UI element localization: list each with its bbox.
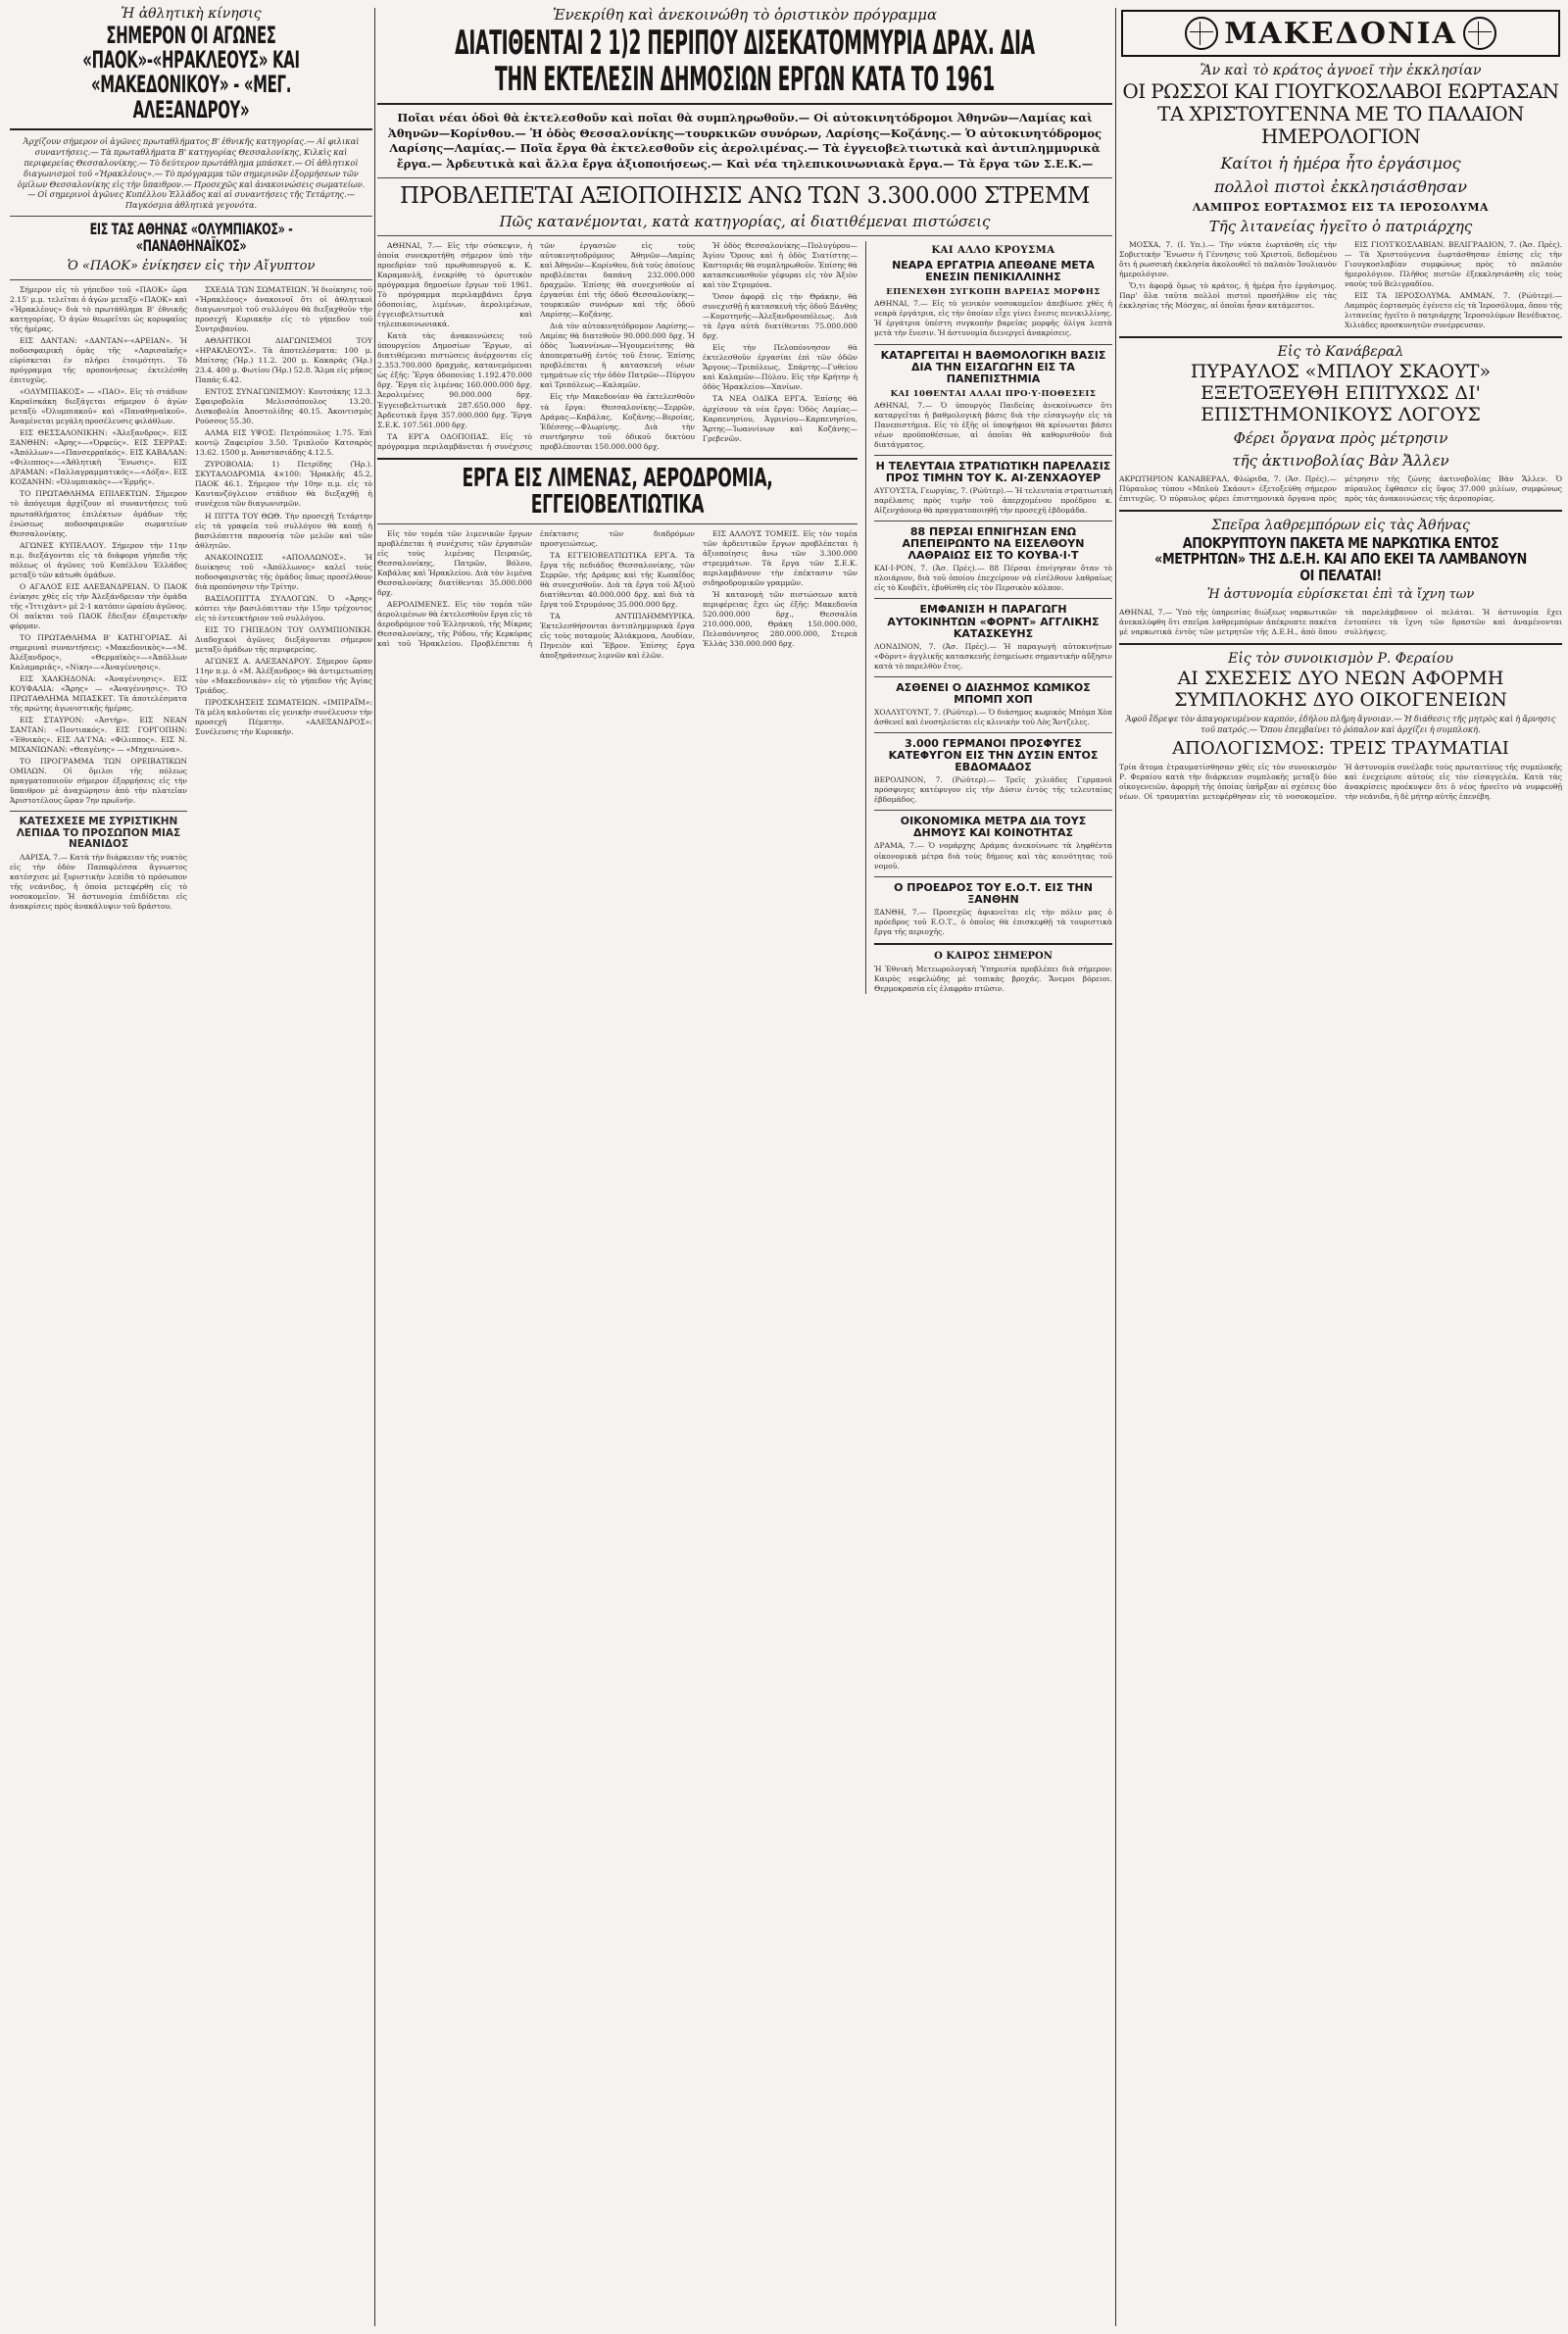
brief-headline: Ο ΠΡΟΕΔΡΟΣ ΤΟΥ Ε.Ο.Τ. ΕΙΣ ΤΗΝ ΞΑΝΘΗΝ [894,880,1093,906]
works-main-text [377,241,858,451]
divider [377,177,1112,178]
brief-tag: ΚΑΙ ΑΛΛΟ ΚΡΟΥΣΜΑ [931,245,1055,257]
paragraph: Ὅ,τι ἀφορᾷ ὅμως τὸ κράτος, ἡ ἡμέρα ἦτο ἐργάσιμος. Παρ' ὅλα ταῦτα πολλοὶ πιστοὶ προσῆλθον εἰς τὰς ἐκκλησίας τῆς Μόσχας, αἱ ὁποῖαι ἦσαν κατάμεστοι. [1119,280,1337,310]
feud-headline-2: ΑΠΟΛΟΓΙΣΜΟΣ: ΤΡΕΙΣ ΤΡΑΥΜΑΤΙΑΙ [1172,738,1509,760]
paragraph: Ο ΑΓΑΛΟΣ ΕΙΣ ΑΛΕΞΑΝΔΡΕΙΑΝ. Ὁ ΠΑΟΚ ἐνίκησε χθὲς εἰς τὴν Ἀλεξάνδρειαν τὴν ὁμάδα τῆς «Ἰττιχὰντ» μὲ 2-1 κατόπιν ὡραίου ἀγῶνος. Οἱ παῖκται τοῦ ΠΑΟΚ ἔδειξαν ἐξαιρετικὴν φόρμαν. [10,581,187,630]
paragraph: Διὰ τὸν αὐτοκινητόδρομον Λαρίσης—Λαμίας θὰ διατεθοῦν 90.000.000 δρχ. Ἡ ὁδὸς Ἰωαννίνων—Ἠγουμενίτσης θὰ ἀποπερατωθῇ ἐντὸς τοῦ ἔτους. Ἐπίσης προβλέπεται ἡ κατασκευὴ νέων τμημάτων εἰς τὴν ὁδὸν Πατρῶν—Πύργου καὶ Τριπόλεως—Καλαμῶν. [540,322,695,390]
paragraph: Εἰς τὴν Μακεδονίαν θὰ ἐκτελεσθοῦν τὰ ἔργα: Θεσσαλονίκης—Σερρῶν, Δράμας—Καβάλας, Κοζάνης—Βεροίας, Ἐδέσσης—Φλωρίνης. Διὰ τὴν συντήρησιν τοῦ ὁδικοῦ δικτύου προβλέπονται 150.000.000 δρχ. [540,392,695,451]
masthead-column [1119,0,1562,2334]
paragraph: Ἡ κατανομὴ τῶν πιστώσεων κατὰ περιφέρειας ἔχει ὡς ἑξῆς: Μακεδονία 520.000.000 δρχ., Θεσσαλία 210.000.000, Θράκη 150.000.000, Πελοπόννησος 280.000.000, Στερεὰ Ἑλλὰς 330.000.000 δρχ. [703,590,858,649]
paragraph: ΜΟΣΧΑ, 7. (Ι. Υπ.).— Τὴν νύκτα ἑωρτάσθη εἰς τὴν Σοβιετικὴν Ἕνωσιν ἡ Γέννησις τοῦ Χριστοῦ, δεδομένου ὅτι ἡ ρωσσικὴ ἐκκλησία ἀκολουθεῖ τὸ παλαιὸν Ἰουλιανὸν ἡμερολόγιον. [1119,239,1337,278]
paragraph: ΒΑΣΙΛΟΠΙΤΤΑ ΣΥΛΛΟΓΩΝ. Ὁ «Ἀρης» κόπτει τὴν βασιλόπιτταν τὴν 15ην τρέχοντος εἰς τὸ ἐντευκτήριον τοῦ συλλόγου. [195,593,372,622]
athens-headline: ΕΙΣ ΤΑΣ ΑΘΗΝΑΣ «ΟΛΥΜΠΙΑΚΟΣ» - «ΠΑΝΑΘΗΝΑΪΚΟΣ» [89,220,293,256]
christmas-sub-1: Καίτοι ἡ ἡμέρα ἦτο ἐργάσιμος [1220,154,1461,173]
masthead-title: ΜΑΚΕΔΟΝΙΑ [1224,16,1457,51]
paragraph: ΑΓΩΝΕΣ Α. ΑΛΕΞΑΝΔΡΟΥ. Σήμερον ὥραν 11ην π.μ. ὁ «Μ. Ἀλέξανδρος» θὰ ἀντιμετωπίσῃ τὸν «Μακεδονικὸν» εἰς τὸ γήπεδον τῆς Ἀγίας Τριάδος. [195,656,372,695]
divider [10,128,372,130]
brief-text: ΛΟΝΔΙΝΟΝ, 7. (Ἀσ. Πρὲς).— Ἡ παραγωγὴ αὐτοκινήτων «Φὸρντ» ἀγγλικῆς κατασκευῆς ἐσημείωσε σημαντικὴν αὔξησιν κατὰ τὸ παρελθὸν ἔτος. [874,641,1112,670]
brief-headline: ΚΑΤΑΡΓΕΙΤΑΙ Η ΒΑΘΜΟΛΟΓΙΚΗ ΒΑΣΙΣ ΔΙΑ ΤΗΝ ΕΙΣΑΓΩΓΗΝ ΕΙΣ ΤΑ ΠΑΝΕΠΙΣΤΗΜΙΑ [880,348,1106,385]
paragraph: ΕΙΣ ΑΛΛΟΥΣ ΤΟΜΕΙΣ. Εἰς τὸν τομέα τῶν ἀρδευτικῶν ἔργων προβλέπεται ἡ ἀξιοποίησις ἄνω τῶν 3.300.000 στρεμμάτων. Τὰ ἔργα τῶν Σ.Ε.Κ. περιλαμβάνουν τὴν ἐπέκτασιν τῶν σιδηροδρομικῶν γραμμῶν. [703,529,858,588]
works-subheadline: Πῶς κατανέμονται, κατὰ κατηγορίας, αἱ διατιθέμεναι πιστώσεις [499,212,991,230]
paragraph: Σήμερον εἰς τὸ γήπεδον τοῦ «ΠΑΟΚ» ὥρα 2.15' μ.μ. τελεῖται ὁ ἀγὼν μεταξὺ «ΠΑΟΚ» καὶ «Ἡρακλέους» διὰ τὸ πρωτάθλημα Β' ἐθνικῆς κατηγορίας. Ὁ ἀγὼν θεωρεῖται ὡς κορυφαῖος τῆς ἡμέρας. [10,285,187,334]
christmas-sub-2: πολλοὶ πιστοὶ ἐκκλησιάσθησαν [1214,177,1467,196]
paragraph: ΑΓΩΝΕΣ ΚΥΠΕΛΛΟΥ. Σήμερον τὴν 11ην π.μ. διεξάγονται εἰς τὰ διάφορα γήπεδα τῆς πόλεως οἱ ἀγῶνες τοῦ Κυπέλλου Ἑλλάδος μεταξὺ τῶν κάτωθι ὁμάδων. [10,540,187,579]
paragraph: ΑΘΗΝΑΙ, 7.— Εἰς τὴν σύσκεψιν, ἡ ὁποία συνεκροτήθη σήμερον ὑπὸ τὴν προεδρίαν τοῦ πρωθυπουργοῦ κ. Κ. Καραμανλῆ, ἐνεκρίθη τὸ ὁριστικὸν πρόγραμμα δημοσίων ἔργων τοῦ 1961. Τὸ πρόγραμμα περιλαμβάνει ἔργα ὁδοποιίας, λιμένων, ἀερολιμένων, ἐγγειοβελτιωτικὰ καὶ τηλεπικοινωνιακά. [377,241,532,329]
divider [874,344,1112,345]
paragraph: ΑΘΛΗΤΙΚΟΙ ΔΙΑΓΩΝΙΣΜΟΙ ΤΟΥ «ΗΡΑΚΛΕΟΥΣ». Τὰ ἀποτελέσματα: 100 μ. Μπίτσης (Ἡρ.) 11.2. 200 μ. Κακαράς (Ἡρ.) 23.4. 400 μ. Φωτίου (Ἡρ.) 52.8. Ἅλμα εἰς μῆκος Παπάς 6.42. [195,336,372,385]
divider [874,455,1112,456]
divider [377,235,1112,236]
brief-text: ΑΘΗΝΑΙ, 7.— Ὁ ὑπουργὸς Παιδείας ἀνεκοίνωσεν ὅτι καταργεῖται ἡ βαθμολογικὴ βάσις διὰ τὴν εἰσαγωγὴν εἰς τὰ Πανεπιστήμια. Εἰς τὸ ἑξῆς οἱ ὑποψήφιοι θὰ κρίνωνται βάσει νέων προϋποθέσεων, αἱ ὁποῖαι θὰ καθορισθοῦν διὰ διατάγματος. [874,400,1112,449]
brief-headline: ΝΕΑΡΑ ΕΡΓΑΤΡΙΑ ΑΠΕΘΑΝΕ ΜΕΤΑ ΕΝΕΣΙΝ ΠΕΝΙΚΙΛΛΙΝΗΣ [892,259,1095,284]
works-lead: Ποῖαι νέαι ὁδοὶ θὰ ἐκτελεσθοῦν καὶ ποῖαι θὰ συμπληρωθοῦν.— Οἱ αὐτοκινητόδρομοι Ἀθηνῶν—Λαμίας καὶ Ἀθηνῶν—Κορίνθου.— Ἡ ὁδὸς Θεσσαλονίκης—τουρκικῶν συνόρων, Λαρίσης—Κοζάνης.— Ὁ αὐτοκινητόδρομος Λαρίσης—Λαμίας.— Ποῖα ἔργα θὰ ἐκτελεσθοῦν εἰς ἀερολιμένας.— Τὰ ἐγγειοβελτιωτικὰ καὶ ἀντιπλημμυρικὰ ἔργα.— Ἀρδευτικὰ καὶ ἄλλα ἔργα ἀξιοποιήσεως.— Καὶ νέα τηλεπικοινωνιακὰ ἔργα.— Τὰ ἔργα τῶν Σ.Ε.Κ.— [387,111,1102,171]
divider [1119,643,1562,645]
divider [874,943,1112,945]
divider [874,876,1112,877]
ports-text [377,529,858,661]
brief-headline: Η ΤΕΛΕΥΤΑΙΑ ΣΤΡΑΤΙΩΤΙΚΗ ΠΑΡΕΛΑΣΙΣ ΠΡΟΣ ΤΙΜΗΝ ΤΟΥ Κ. ΑΙ·ΖΕΝΧΑΟΥΕΡ [875,459,1111,484]
ports-headline: ΕΡΓΑ ΕΙΣ ΛΙΜΕΝΑΣ, ΑΕΡΟΔΡΟΜΙΑ, ΕΓΓΕΙΟΒΕΛΤΙΩΤΙΚΑ [462,463,773,520]
brief-text: ΑΘΗΝΑΙ, 7.— Εἰς τὸ γενικὸν νοσοκομεῖον ἀπεβίωσε χθὲς ἡ νεαρὰ ἐργάτρια, εἰς τὴν ὁποίαν εἶχε γίνει ἔνεσις πενικιλλίνης. Ἡ ἐργάτρια ὑπέστη συγκοπὴν βαρείας μορφῆς ὀλίγα λεπτὰ μετὰ τὴν ἔνεσιν. Ἡ ἀστυνομία διενεργεῖ ἀνακρίσεις. [874,299,1112,338]
paragraph: ΑΕΡΟΛΙΜΕΝΕΣ. Εἰς τὸν τομέα τῶν ἀερολιμένων θὰ ἐκτελεσθοῦν ἔργα εἰς τὸ ἀεροδρόμιον τοῦ Ἑλληνικοῦ, τῆς Μίκρας Θεσσαλονίκης, τῆς Ρόδου, τῆς Κερκύρας καὶ τοῦ Ἡρακλείου. Προβλέπεται ἡ ἐπέκτασις τῶν διαδρόμων προσγειώσεως. [377,529,695,649]
divider [874,732,1112,733]
paragraph: Εἰς τὸν τομέα τῶν λιμενικῶν ἔργων προβλέπεται ἡ συνέχισις τῶν ἐργασιῶν εἰς τοὺς λιμένας Πειραιῶς, Θεσσαλονίκης, Πατρῶν, Βόλου, Καβάλας καὶ Ἡρακλείου. Διὰ τὸν λιμένα Θεσσαλονίκης διατίθενται 35.000.000 δρχ. [377,529,532,598]
paragraph: Κατὰ τὰς ἀνακοινώσεις τοῦ ὑπουργείου Δημοσίων Ἔργων, αἱ διατιθέμεναι πιστώσεις ἀνέρχονται εἰς 2.353.700.000 δραχμάς, κατανεμόμεναι ὡς ἑξῆς: Ἔργα ὁδοποιίας 1.192.470.000 δρχ. Ἔργα εἰς λιμένας 160.000.000 δρχ. Ἀερολιμένες 90.000.000 δρχ. Ἐγγειοβελτιωτικὰ 287.650.000 δρχ. Ἀρδευτικὰ ἔργα 357.000.000 δρχ. Ἔργα Σ.Ε.Κ. 107.561.000 δρχ. [377,331,532,429]
paragraph: ΛΑΡΙΣΑ, 7.— Κατὰ τὴν διάρκειαν τῆς νυκτὸς εἰς τὴν ὁδὸν Παπαφλέσσα ἄγνωστος κατέσχισε μὲ ξυριστικὴν λεπίδα τὸ πρόσωπον τῆς νεάνιδος, ἡ ὁποία μετεφέρθη εἰς τὸ νοσοκομεῖον. Ἡ ἀστυνομία ἐπιδίδεται εἰς ἀνακρίσεις πρὸς ἀνακάλυψιν τοῦ δράστου. [10,852,187,911]
church-kicker: Ἂν καὶ τὸ κράτος ἀγνοεῖ τὴν ἐκκλησίαν [1200,63,1482,78]
divider [1119,510,1562,512]
column-divider [374,8,375,2326]
paragraph: Ἡ ὁδὸς Θεσσαλονίκης—Πολυγύρου—Ἁγίου Ὄρους καὶ ἡ ὁδὸς Σιατίστης—Καστοριᾶς θὰ συμπληρωθοῦν. Ἐπίσης θὰ κατασκευασθοῦν γέφυραι εἰς τὸν Ἀξιὸν καὶ τὸν Στρυμόνα. [703,241,858,290]
jerusalem-sub: Τῆς λιτανείας ἡγεῖτο ὁ πατριάρχης [1208,218,1473,235]
divider [874,676,1112,677]
paragraph: Ὅσον ἀφορᾷ εἰς τὴν Θράκην, θὰ συνεχισθῇ ἡ κατασκευὴ τῆς ὁδοῦ Ξάνθης—Κομοτηνῆς—Ἀλεξανδρουπόλεως. Διὰ τὰ ἔργα αὐτὰ διατίθενται 75.000.000 δρχ. [703,292,858,341]
divider [377,523,858,524]
paragraph: ΕΙΣ ΘΕΣΣΑΛΟΝΙΚΗΝ: «Ἀλεξανδρος». ΕΙΣ ΞΑΝΘΗΝ: «Ἀρης»—«Ὀρφεύς». ΕΙΣ ΣΕΡΡΑΣ: «Ἀπόλλων»—«Πανσερραϊκός». ΕΙΣ ΚΑΒΑΛΑΝ: «Φιλιππος»—«Ἀθλητικὴ Ἕνωσις». ΕΙΣ ΔΡΑΜΑΝ: «Παλλαγραμματικός»—«Δόξα». ΕΙΣ ΚΟΖΑΝΗΝ: «Ὀλυμπιακὸς»—«Ἑρμῆς». [10,428,187,487]
rocket-sub-2: τῆς ἀκτινοβολίας Βὰν Ἄλλεν [1232,452,1449,471]
paragraph: ΣΧΕΔΙΑ ΤΩΝ ΣΩΜΑΤΕΙΩΝ. Ἡ διοίκησις τοῦ «Ἡρακλέους» ἀνακοινοῖ ὅτι οἱ ἀθλητικοὶ διαγωνισμοὶ τοῦ συλλόγου θὰ διεξαχθοῦν τὴν προσεχῆ Κυριακὴν εἰς τὸ γήπεδον τοῦ Συντριβανίου. [195,285,372,334]
paragraph: ΑΛΜΑ ΕΙΣ ΥΨΟΣ: Πετρόπουλος 1.75. Ἐπὶ κοντῷ Ζαφειρίου 3.50. Τριπλοῦν Κατσαρὸς 13.62. 1500 μ. Ἀναστασιάδης 4.12.5. [195,428,372,458]
paragraph: ΤΟ ΠΡΟΓΡΑΜΜΑ ΤΩΝ ΟΡΕΙΒΑΤΙΚΩΝ ΟΜΙΛΩΝ. Οἱ ὅμιλοι τῆς πόλεως πραγματοποιοῦν σήμερον ἐξορμήσεις εἰς τὴν ὕπαιθρον μὲ ἀναχώρησιν ἀπὸ τὴν πλατεῖαν Ἀριστοτέλους ὥραν 7ην πρωϊνήν. [10,756,187,805]
paragraph: ΤΑ ΕΓΓΕΙΟΒΕΛΤΙΩΤΙΚΑ ΕΡΓΑ. Τὰ ἔργα τῆς πεδιάδος Θεσσαλονίκης, τῶν Σερρῶν, τῆς Δράμας καὶ τῆς Κωπαΐδος θὰ συνεχισθοῦν. Διὰ τὰ ἔργα τοῦ Ἀξιοῦ διατίθενται 40.000.000 δρχ. καὶ διὰ τὰ ἔργα τοῦ Στρυμόνος 35.000.000 δρχ. [540,551,695,610]
weather-title: Ο ΚΑΙΡΟΣ ΣΗΜΕΡΟΝ [934,950,1053,962]
feud-tag: Εἰς τὸν συνοικισμὸν Ρ. Φεραίου [1228,650,1453,667]
divider [377,458,858,460]
brief-headline: ΑΣΘΕΝΕΙ Ο ΔΙΑΣΗΜΟΣ ΚΩΜΙΚΟΣ ΜΠΟΜΠ ΧΟΠ [896,680,1091,706]
brief-text: ΔΡΑΜΑ, 7.— Ὁ νομάρχης Δράμας ἀνεκοίνωσε τὰ ληφθέντα οἰκονομικὰ μέτρα διὰ τοὺς δήμους καὶ τὰς κοινότητας τοῦ νομοῦ. [874,841,1112,870]
brief-headline: 3.000 ΓΕΡΜΑΝΟΙ ΠΡΟΣΦΥΓΕΣ ΚΑΤΕΦΥΓΟΝ ΕΙΣ ΤΗΝ ΔΥΣΙΝ ΕΝΤΟΣ ΕΒΔΟΜΑΔΟΣ [888,736,1099,774]
brief-text: ΒΕΡΟΛΙΝΟΝ, 7. (Ρώϋτερ).— Τρεῖς χιλιάδες Γερμανοὶ πρόσφυγες κατέφυγον εἰς τὴν Δύσιν ἐντὸς τῆς τελευταίας ἑβδομάδος. [874,775,1112,805]
drugs-tag: Σπεῖρα λαθρεμπόρων εἰς τὰς Ἀθήνας [1211,517,1470,533]
sports-body-left [10,285,187,914]
sports-lead: Ἀρχίζουν σήμερον οἱ ἀγῶνες πρωταθλήματος Β' ἐθνικῆς κατηγορίας.— Αἱ φιλικαὶ συναντήσεις.— Τὰ πρωταθλήματα Β' κατηγορίας Θεσσαλονίκης, Κιλκὶς καὶ περιφερείας Θεσσαλονίκης.— Τὸ δεύτερον πρωτάθλημα μπάσκετ.— Οἱ ἀθλητικοὶ διαγωνισμοὶ τοῦ «Ἡρακλέους».— Τὸ πρόγραμμα τῶν σημερινῶν ἐξορμήσεων τῶν ὁμίλων Θεσσαλονίκης εἰς τὴν ὕπαιθρον.— Προσεχῶς καὶ ἀνακοινώσεις σωματείων.— Οἱ σημερινοὶ ἀγῶνες Κυπέλλου Ἑλλάδος καὶ αἱ συναντήσεις τῆς Τετάρτης.— Παγκόσμια ἀθλητικὰ γεγονότα. [17,135,366,211]
paragraph: ΕΙΣ ΔΑΝΤΑΝ: «ΔΑΝΤΑΝ»-«ΑΡΕΙΑΝ». Ἡ ποδοσφαιρικὴ ὁμὰς τῆς «Λαρισαϊκῆς» εὑρίσκεται ἐν πλήρει ἑτοιμότητι. Τὸ πρόγραμμα τῆς προπονήσεως ἐκτελέσθη ἐπιτυχῶς. [10,336,187,385]
razor-headline: ΚΑΤΕΣΧΕΣΕ ΜΕ ΣΥΡΙΣΤΙΚΗΝ ΛΕΠΙΔΑ ΤΟ ΠΡΟΣΩΠΟΝ ΜΙΑΣ ΝΕΑΝΙΔΟΣ [16,815,181,851]
christmas-headline: ΟΙ ΡΩΣΣΟΙ ΚΑΙ ΓΙΟΥΓΚΟΣΛΑΒΟΙ ΕΩΡΤΑΣΑΝ ΤΑ ΧΡΙΣΤΟΥΓΕΝΝΑ ΜΕ ΤΟ ΠΑΛΑΙΟΝ ΗΜΕΡΟΛΟΓΙΟΝ [1122,79,1559,148]
paragraph: ΕΙΣ ΤΑ ΙΕΡΟΣΟΛΥΜΑ. ΑΜΜΑΝ, 7. (Ρώϋτερ).— Λαμπρὸς ἑορτασμὸς ἐγένετο εἰς τὰ Ἱεροσόλυμα, ὅπου τῆς λιτανείας ἡγεῖτο ὁ πατριάρχης Ἱεροσολύμων Βενέδικτος. Χιλιάδες προσκυνητῶν συνέρρευσαν. [1345,290,1562,329]
paragraph: ΕΙΣ ΣΤΑΥΡΟΝ: «Ἀστήρ». ΕΙΣ ΝΕΑΝ ΣΑΝΤΑΝ: «Ποντιακός». ΕΙΣ ΓΟΡΓΟΠΗΝ: «Ἐθνικὸς». ΕΙΣ ΛΑ'Ι'ΝΑ: «Φίλιππος». ΕΙΣ Ν. ΜΙΧΑΝΙΩΝΑΝ: «Θεαγένης» — «Μηχανιώνα». [10,715,187,754]
column-divider [1115,8,1116,2326]
paragraph: ΤΑ ΑΝΤΙΠΛΗΜΜΥΡΙΚΑ. Ἐκτελεσθήσονται ἀντιπλημμυρικὰ ἔργα εἰς τοὺς ποταμοὺς Ἀλιάκμονα, Λουδίαν, Πηνειὸν καὶ Ἕβρον. Ἐπίσης ἔργα ἀποξηράνσεως λιμνῶν καὶ ἑλῶν. [540,612,695,661]
brief-text: ΑΥΓΟΥΣΤΑ, Γεωργίας, 7. (Ρώϋτερ).— Ἡ τελευταία στρατιωτικὴ παρέλασις πρὸς τιμὴν τοῦ ἀπερχομένου προέδρου κ. Αἰζενχάουερ θὰ πραγματοποιηθῇ τὴν προσεχῆ ἑβδομάδα. [874,486,1112,516]
rocket-sub-1: Φέρει ὄργανα πρὸς μέτρησιν [1233,429,1448,448]
divider [874,810,1112,811]
drugs-text: ΑΘΗΝΑΙ, 7.— Ὑπὸ τῆς ὑπηρεσίας διώξεως ναρκωτικῶν ἀνεκαλύφθη ὅτι σπεῖρα λαθρεμπόρων ἀπέκρυπτε πακέτα μὲ ναρκωτικὰ ἐντὸς τῶν μετρητῶν τῆς Δ.Ε.Η., ἀπὸ ὅπου τὰ παρελάμβανον οἱ πελάται. Ἡ ἀστυνομία ἔχει ἐντοπίσει τὰ ἴχνη τῶν δραστῶν καὶ ἀναμένονται συλλήψεις. [1119,607,1562,636]
paragraph: ΑΝΑΚΟΙΝΩΣΙΣ «ΑΠΟΛΛΩΝΟΣ». Ἡ διοίκησις τοῦ «Ἀπόλλωνος» καλεῖ τοὺς ποδοσφαιριστὰς τῆς ὁμάδος ὅπως προσέλθουν διὰ προπόνησιν τὴν Τρίτην. [195,552,372,591]
canaveral-tag: Εἰς τὸ Κανάβεραλ [1277,343,1404,360]
weather-text: Ἡ Ἐθνικὴ Μετεωρολογικὴ Ὑπηρεσία προβλέπει διὰ σήμερον: Καιρὸς νεφελώδης μὲ τοπικὰς βροχάς. Ἄνεμοι βόρειοι. Θερμοκρασία εἰς ἐλαφρὰν πτῶσιν. [874,964,1112,993]
divider [10,811,187,812]
drugs-sub: Ἡ ἀστυνομία εὑρίσκεται ἐπὶ τὰ ἴχνη των [1206,587,1475,603]
globe-icon [1185,17,1218,50]
paragraph: ΠΡΟΣΚΛΗΣΕΙΣ ΣΩΜΑΤΕΙΩΝ. «ΙΜΠΡΑΪΜ»: Τὰ μέλη καλοῦνται εἰς γενικὴν συνέλευσιν τὴν προσεχῆ Πέμπτην. «ΑΛΕΞΑΝΔΡΟΣ»: Συνέλευσις τὴν Κυριακήν. [195,697,372,736]
divider [10,216,372,217]
brief-headline: ΕΜΦΑΝΙΣΗ Η ΠΑΡΑΓΩΓΗ ΑΥΤΟΚΙΝΗΤΩΝ «ΦΟΡΝΤ» ΑΓΓΛΙΚΗΣ ΚΑΤΑΣΚΕΥΗΣ [887,603,1100,640]
column-divider [865,241,866,994]
sports-body [10,285,372,914]
masthead [1121,10,1560,57]
sports-body-right [195,285,372,914]
brief-text: ΧΟΛΛΥΓΟΥΝΤ, 7. (Ρώϋτερ).— Ὁ διάσημος κωμικὸς Μπὸμπ Χὸπ ἀσθενεῖ καὶ ἐνοσηλεύεται εἰς κλινικὴν τοῦ Λὸς Ἄντζελες. [874,707,1112,726]
paragraph: Εἰς τὴν Πελοπόννησον θὰ ἐκτελεσθοῦν ἐργασίαι ἐπὶ τῶν ὁδῶν Ἄργους—Τριπόλεως, Σπάρτης—Γυθείου καὶ Καλαμῶν—Πύλου. Εἰς τὴν Κρήτην ἡ ὁδὸς Ἡρακλείου—Χανίων. [703,343,858,392]
brief-headline: ΟΙΚΟΝΟΜΙΚΑ ΜΕΤΡΑ ΔΙΑ ΤΟΥΣ ΔΗΜΟΥΣ ΚΑΙ ΚΟΙΝΟΤΗΤΑΣ [900,815,1087,840]
paragraph: ΤΟ ΠΡΩΤΑΘΛΗΜΑ Β' ΚΑΤΗΓΟΡΙΑΣ. Αἱ σημεριναὶ συναντήσεις: «Μακεδονικὸς»—«Μ. Ἀλέξανδρος», «Θερμαϊκὸς»—«Ἀπόλλων Καλαμαριᾶς», «Νίκη»—«Ἀναγέννησις». [10,632,187,671]
works-main [377,241,858,994]
brief-subheadline: ΕΠΕΝΕΧΘΗ ΣΥΓΚΟΠΗ ΒΑΡΕΙΑΣ ΜΟΡΦΗΣ [886,287,1101,298]
sports-kicker: Ἡ ἀθλητικὴ κίνησις [121,6,262,22]
paragraph: ΕΙΣ ΧΑΛΚΗΔΟΝΑ: «Ἀναγέννησις». ΕΙΣ ΚΟΥΦΑΛΙΑ: «Ἄρης» — «Ἀναγέννησις». ΤΟ ΠΡΩΤΑΘΛΗΜΑ ΜΠΑΣΚΕΤ. Τὰ ἀποτελέσματα τῆς πρώτης ἀγωνιστικῆς ἡμέρας. [10,673,187,713]
rocket-text: ΑΚΡΩΤΗΡΙΟΝ ΚΑΝΑΒΕΡΑΛ, Φλώριδα, 7. (Ἀσ. Πρὲς).— Πύραυλος τύπου «Μπλοὺ Σκάουτ» ἐξετοξεύθη σήμερον ἐπιτυχῶς. Ὁ πύραυλος φέρει ἐπιστημονικὰ ὄργανα πρὸς μέτρησιν τῆς ζώνης ἀκτινοβολίας Βὰν Ἄλλεν. Ὁ πύραυλος ἔφθασεν εἰς ὕψος 37.000 μιλίων, συμφώνως πρὸς τὰς ἀνακοινώσεις τῆς ἀεροπορίας. [1119,473,1562,503]
paragraph: «ΟΛΥΜΠΙΑΚΟΣ» — «ΠΑΟ». Εἰς τὸ στάδιον Καραϊσκάκη διεξάγεται σήμερον ὁ ἀγὼν μεταξὺ «Ὀλυμπιακοῦ» καὶ «Παναθηναϊκοῦ». Ἀναμένεται μεγάλη προσέλευσις φιλάθλων. [10,387,187,426]
paragraph: ΤΑ ΕΡΓΑ ΟΔΟΠΟΙΙΑΣ. Εἰς τὸ πρόγραμμα περιλαμβάνεται ἡ συνέχισις τῶν ἐργασιῶν εἰς τοὺς αὐτοκινητοδρόμους Ἀθηνῶν—Λαμίας καὶ Ἀθηνῶν—Κορίνθου, διὰ τοὺς ὁποίους προβλέπεται δαπάνη 232.000.000 δραχμῶν. Ἐπίσης θὰ συνεχισθοῦν αἱ ἐργασίαι ἐπὶ τῆς ὁδοῦ Θεσσαλονίκης—τουρκικῶν συνόρων καὶ τῆς ὁδοῦ Λαρίσης—Κοζάνης. [377,241,695,451]
works-body [377,241,1112,994]
paragraph: ΕΙΣ ΤΟ ΓΗΠΕΔΟΝ ΤΟΥ ΟΛΥΜΠΙΟΝΙΚΗ. Διαδοχικοὶ ἀγῶνες διεξάγονται σήμερον μεταξὺ ὁμάδων τῆς περιφερείας. [195,624,372,654]
divider [1119,336,1562,338]
sports-headline: ΣΗΜΕΡΟΝ ΟΙ ΑΓΩΝΕΣ «ΠΑΟΚ»-«ΗΡΑΚΛΕΟΥΣ» ΚΑΙ «ΜΑΚΕΔΟΝΙΚΟΥ» - «ΜΕΓ. ΑΛΕΞΑΝΔΡΟΥ» [82,22,300,124]
brief-text: ΚΑΙ·Ι·ΡΟΝ, 7. (Ἀσ. Πρὲς).— 88 Πέρσαι ἐπνίγησαν ὅταν τὸ πλοιάριον, διὰ τοῦ ὁποίου ἐπεχείρουν νὰ εἰσέλθουν λαθραίως εἰς τὸ Κουβέϊτ, ἐβυθίσθη εἰς τὸν Περσικὸν κόλπον. [874,564,1112,593]
works-kicker: Ἐνεκρίθη καὶ ἀνεκοινώθη τὸ ὁριστικὸν πρόγραμμα [552,6,938,24]
paragraph: ΕΙΣ ΓΙΟΥΓΚΟΣΛΑΒΙΑΝ. ΒΕΛΙΓΡΑΔΙΟΝ, 7. (Ἀσ. Πρὲς).— Τὰ Χριστούγεννα ἑωρτάσθησαν ἐπίσης εἰς τὴν Γιουγκοσλαβίαν συμφώνως πρὸς τὸ παλαιὸν ἡμερολόγιον. Πλῆθος πιστῶν ἐξεκκλησιάσθη εἰς τοὺς ναοὺς τοῦ Βελιγραδίου. [1345,239,1562,288]
paragraph: Η ΠΙΤΤΑ ΤΟΥ ΘΩΘ. Τὴν προσεχῆ Τετάρτην εἰς τὰ γραφεῖα τοῦ συλλόγου θὰ κοπῇ ἡ βασιλόπιττα παρουσίᾳ τῶν μελῶν καὶ τῶν ἀθλητῶν. [195,511,372,550]
divider [377,103,1112,105]
paragraph: ΤΟ ΠΡΩΤΑΘΛΗΜΑ ΕΠΙΛΕΚΤΩΝ. Σήμερον τὸ ἀπόγευμα ἀρχίζουν αἱ συναντήσεις τοῦ πρωταθλήματος ἐπιλέκτων ὁμάδων τῆς ἑνώσεως ποδοσφαιρικῶν σωματείων Θεσσαλονίκης. [10,489,187,538]
news-briefs [874,241,1112,994]
paragraph: ΤΑ ΝΕΑ ΟΔΙΚΑ ΕΡΓΑ. Ἐπίσης θὰ ἀρχίσουν τὰ νέα ἔργα: Ὁδὸς Λαμίας—Καρπενησίου, Ἀγρινίου—Καρπενησίου, Ἄρτης—Ἰωαννίνων καὶ Κοζάνης—Γρεβενῶν. [703,394,858,443]
divider [10,279,372,280]
athens-subheadline: Ὁ «ΠΑΟΚ» ἐνίκησεν εἰς τὴν Αἴγυπτον [67,258,316,273]
works-headline: ΔΙΑΤΙΘΕΝΤΑΙ 2 1)2 ΠΕΡΙΠΟΥ ΔΙΣΕΚΑΤΟΜΜΥΡΙΑ ΔΡΑΧ. ΔΙΑ ΤΗΝ ΕΚΤΕΛΕΣΙΝ ΔΗΜΟΣΙΩΝ ΕΡΓΩΝ ΚΑΤΑ ΤΟ 1961 [455,24,1035,99]
divider [874,598,1112,599]
feud-headline: ΑΙ ΣΧΕΣΕΙΣ ΔΥΟ ΝΕΩΝ ΑΦΟΡΜΗ ΣΥΜΠΛΟΚΗΣ ΔΥΟ ΟΙΚΟΓΕΝΕΙΩΝ [1174,667,1507,711]
paragraph: ΖΥΡΟΒΟΛΙΑ: 1) Πετρίδης (Ἡρ.). ΣΚΥΤΑΛΟΔΡΟΜΙΑ 4×100: Ἡρακλῆς 45.2, ΠΑΟΚ 46.1. Σήμερον τὴν 10ην π.μ. εἰς τὸ Καυτανζόγλειον στάδιον θὰ διεξαχθῇ ἡ συνέχεια τῶν διαγωνισμῶν. [195,460,372,509]
brief-subheadline: ΚΑΙ 10ΘΕΝΤΑΙ ΑΛΛΑΙ ΠΡΟ·Υ·ΠΟΘΕΣΕΙΣ [890,388,1097,399]
brief-headline: 88 ΠΕΡΣΑΙ ΕΠΝΙΓΗΣΑΝ ΕΝΩ ΑΠΕΠΕΙΡΩΝΤΟ ΝΑ ΕΙΣΕΛΘΟΥΝ ΛΑΘΡΑΙΩΣ ΕΙΣ ΤΟ ΚΟΥΒΑ·Ι·Τ [902,525,1085,563]
feud-text: Τρία ἄτομα ἐτραυματίσθησαν χθὲς εἰς τὸν συνοικισμὸν Ρ. Φεραίου κατὰ τὴν διάρκειαν συμπλοκῆς μεταξὺ δύο οἰκογενειῶν, ἀφορμὴ τῆς ὁποίας ὑπῆρξαν αἱ σχέσεις δύο νέων. Οἱ τραυματίαι μετεφέρθησαν εἰς τὸ νοσοκομεῖον. Ἡ ἀστυνομία συνέλαβε τοὺς πρωταιτίους τῆς συμπλοκῆς καὶ ἐνεχείρισε αὐτοὺς εἰς τὸν εἰσαγγελέα. Κατὰ τὰς ἀνακρίσεις προέκυψεν ὅτι ὁ νέος ἠρνεῖτο νὰ νυμφευθῇ τὴν νεάνιδα, ἡ δὲ μήτηρ αὐτῆς ἐπενέβη. [1119,763,1562,802]
sports-column [10,0,372,2334]
rocket-headline: ΠΥΡΑΥΛΟΣ «ΜΠΛΟΥ ΣΚΑΟΥΤ» ΕΞΕΤΟΞΕΥΘΗ ΕΠΙΤΥΧΩΣ ΔΙ' ΕΠΙΣΤΗΜΟΝΙΚΟΥΣ ΛΟΓΟΥΣ [1190,360,1492,425]
drugs-headline: ΑΠΟΚΡΥΠΤΟΥΝ ΠΑΚΕΤΑ ΜΕ ΝΑΡΚΩΤΙΚΑ ΕΝΤΟΣ «ΜΕΤΡΗΤΩΝ» ΤΗΣ Δ.Ε.Η. ΚΑΙ ΑΠΟ ΕΚΕΙ ΤΑ ΛΑΜΒΑΝΟΥΝ ΟΙ ΠΕΛΑΤΑΙ! [1154,533,1527,584]
feud-sub: Ἀφοῦ ἔδρεψε τὸν ἀπαγορευμένον καρπόν, ἐδήλου πλῆρη ἄγνοιαν.— Ἡ διάθεσις τῆς μητρὸς καὶ ἡ ἄρνησις τοῦ πατρός.— Ὅπου ἐπεμβαίνει τὸ ῥόπαλον καὶ ἀρχίζει ἡ συμπλοκή. [1125,714,1556,735]
christmas-text [1119,240,1562,330]
jerusalem-tag: ΛΑΜΠΡΟΣ ΕΟΡΤΑΣΜΟΣ ΕΙΣ ΤΑ ΙΕΡΟΣΟΛΥΜΑ [1192,201,1490,214]
paragraph: ΕΝΤΟΣ ΣΥΝΑΓΩΝΙΣΜΟΥ: Κουτσάκης 12.3. Σφαιροβολία Μελισσόπουλος 13.20. Δισκοβολία Ἀποστολίδης 40.15. Ἀκοντισμὸς Ρούσσος 55.30. [195,387,372,426]
globe-icon [1463,17,1496,50]
works-headline-2: ΠΡΟΒΛΕΠΕΤΑΙ ΑΞΙΟΠΟΙΗΣΙΣ ΑΝΩ ΤΩΝ 3.300.000 ΣΤΡΕΜΜ [400,182,1090,209]
brief-text: ΞΑΝΘΗ, 7.— Προσεχῶς ἀφικνεῖται εἰς τὴν πόλιν μας ὁ πρόεδρος τοῦ Ε.Ο.Τ., ὁ ὁποῖος θὰ ἐπισκεφθῇ τὰ τουριστικὰ ἔργα τῆς περιοχῆς. [874,907,1112,936]
public-works-column [377,0,1112,2334]
